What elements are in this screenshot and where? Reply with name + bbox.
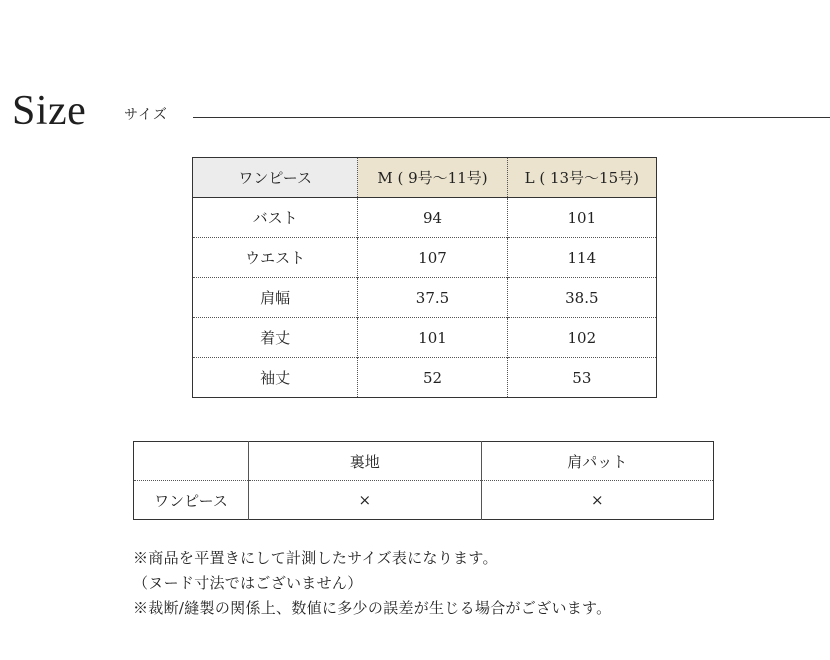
feature-table-corner bbox=[134, 442, 249, 481]
table-row bbox=[134, 481, 714, 520]
page-subtitle: サイズ bbox=[124, 107, 168, 123]
note-line: （ヌード寸法ではございません） bbox=[133, 574, 363, 592]
cell-value: 52 bbox=[358, 358, 507, 398]
cell-value: 37.5 bbox=[358, 278, 507, 318]
table-row bbox=[193, 198, 657, 238]
size-table-corner-label: ワンピース bbox=[193, 158, 358, 198]
cell-value: 107 bbox=[358, 238, 507, 278]
table-row bbox=[193, 318, 657, 358]
size-table bbox=[192, 157, 657, 398]
notes bbox=[133, 546, 611, 621]
size-column-header-m: M ( 9号～11号) bbox=[358, 158, 507, 198]
heading-divider bbox=[193, 117, 830, 118]
feature-table bbox=[133, 441, 714, 520]
cell-value: 53 bbox=[507, 358, 656, 398]
cell-value: × bbox=[249, 481, 482, 520]
note-line: ※裁断/縫製の関係上、数値に多少の誤差が生じる場合がございます。 bbox=[133, 599, 612, 617]
table-row bbox=[193, 278, 657, 318]
size-column-header-l: L ( 13号～15号) bbox=[507, 158, 656, 198]
size-table-header-row bbox=[193, 158, 657, 198]
feature-column-header-lining: 裏地 bbox=[249, 442, 482, 481]
cell-value: 101 bbox=[358, 318, 507, 358]
row-label-bust: バスト bbox=[252, 209, 298, 227]
feature-column-header-shoulder-pad: 肩パット bbox=[481, 442, 714, 481]
row-label-shoulder-width: 肩幅 bbox=[193, 278, 358, 318]
row-label-sleeve-length: 袖丈 bbox=[193, 358, 358, 398]
cell-value: 114 bbox=[507, 238, 656, 278]
cell-value: × bbox=[481, 481, 714, 520]
feature-row-label: ワンピース bbox=[154, 491, 228, 510]
row-label-length: 着丈 bbox=[193, 318, 358, 358]
note-line: ※商品を平置きにして計測したサイズ表になります。 bbox=[133, 549, 498, 567]
cell-value: 101 bbox=[507, 198, 656, 238]
table-row bbox=[193, 238, 657, 278]
feature-table-header-row bbox=[134, 442, 714, 481]
row-label-waist: ウエスト bbox=[193, 238, 358, 278]
cell-value: 94 bbox=[358, 198, 507, 238]
table-row bbox=[193, 358, 657, 398]
cell-value: 102 bbox=[507, 318, 656, 358]
page-title: Size bbox=[12, 88, 87, 134]
cell-value: 38.5 bbox=[507, 278, 656, 318]
